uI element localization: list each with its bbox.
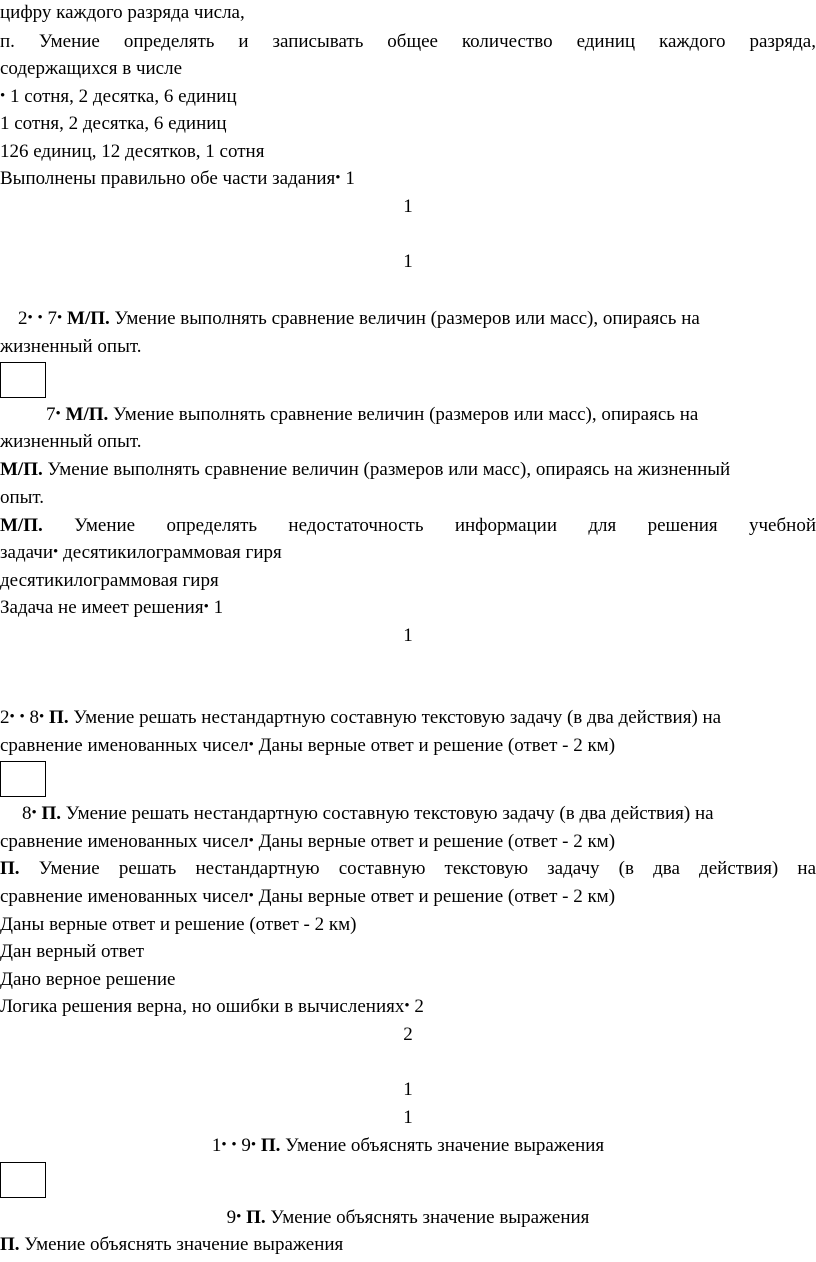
skill-type: П. <box>0 858 20 879</box>
score-line <box>0 625 816 647</box>
text-line <box>0 31 816 53</box>
bullet-icon: • <box>37 310 43 326</box>
bullet-icon: • <box>31 805 37 821</box>
answer-box[interactable] <box>0 362 46 398</box>
text-line <box>0 459 816 481</box>
line-text: сравнение именованных чисел <box>0 735 249 756</box>
bullet-icon: • <box>221 1137 227 1153</box>
text-line <box>0 941 816 963</box>
text-line <box>0 735 816 758</box>
line-text: цифру каждого разряда числа, <box>0 2 245 23</box>
line-text: Умение объяснять значение выражения <box>270 1207 590 1228</box>
bullet-icon: • <box>248 888 254 904</box>
text-line <box>0 886 816 909</box>
skill-type: П. <box>49 707 69 728</box>
line-text: опыт. <box>0 487 45 508</box>
score-line <box>0 196 816 218</box>
task-heading <box>0 707 816 730</box>
line-text: Выполнены правильно обе части задания <box>0 168 336 189</box>
text-line <box>0 141 816 163</box>
text-line <box>0 431 816 453</box>
skill-type: М/П. <box>67 308 110 329</box>
skill-type: П. <box>260 1135 281 1156</box>
task-heading <box>0 803 816 826</box>
score-line <box>0 251 816 273</box>
line-text: Умение выполнять сравнение величин (размеров или масс), опираясь на <box>113 404 699 425</box>
bullet-icon: • <box>0 88 6 104</box>
text-line <box>0 914 816 936</box>
score-line <box>0 1024 816 1046</box>
line-text: Умение решать нестандартную составную текстовую задачу (в два действия) на <box>65 803 714 824</box>
skill-type: М/П. <box>65 404 109 425</box>
text-line <box>0 831 816 854</box>
score: 1 <box>403 251 413 272</box>
text-line <box>0 996 816 1019</box>
bullet-icon: • <box>250 1137 257 1153</box>
bullet-icon: • <box>335 170 341 186</box>
score: 1 <box>403 1079 413 1100</box>
text-line <box>0 515 816 537</box>
text-line <box>0 2 816 24</box>
line-text: содержащихся в числе <box>0 58 183 79</box>
line-text: десятикилограммовая гиря <box>63 542 282 563</box>
skill-type: П. <box>0 1234 20 1255</box>
line-text: Даны верные ответ и решение (ответ - 2 км) <box>258 886 616 907</box>
bullet-icon: • <box>57 310 63 326</box>
score-line <box>0 1107 816 1129</box>
task-heading <box>0 404 816 427</box>
line-text: десятикилограммовая гиря <box>0 570 219 591</box>
score: 2 <box>403 1024 413 1045</box>
task-heading <box>0 1207 816 1230</box>
bullet-icon: • <box>55 406 61 422</box>
line-text: Умение выполнять сравнение величин (размеров или масс), опираясь на <box>114 308 700 329</box>
task-heading <box>0 308 816 331</box>
line-text: жизненный опыт. <box>0 336 142 357</box>
text-line <box>0 86 816 109</box>
bullet-icon: • <box>231 1137 237 1153</box>
line-text: Умение объяснять значение выражения <box>24 1234 344 1255</box>
line-text: Умение определять недостаточность информации для решения учебной <box>74 515 816 536</box>
line-text: сравнение именованных чисел <box>0 831 249 852</box>
line-text: Умение объяснять значение выражения <box>285 1135 605 1156</box>
answer-box[interactable] <box>0 761 46 797</box>
text-line <box>0 570 816 592</box>
score: 1 <box>403 625 413 646</box>
line-text: 1 сотня, 2 десятка, 6 единиц <box>0 113 227 134</box>
score-line <box>0 1079 816 1101</box>
bullet-icon: • <box>203 599 209 615</box>
score: 1 <box>345 168 355 189</box>
task-number: 9 <box>226 1207 237 1228</box>
text-line <box>0 597 816 620</box>
task-number: 8 <box>29 707 40 728</box>
line-text: Дано верное решение <box>0 969 176 990</box>
bullet-icon: • <box>27 310 33 326</box>
bullet-icon: • <box>248 737 254 753</box>
answer-box[interactable] <box>0 1162 46 1198</box>
text-line <box>0 969 816 991</box>
bullet-icon: • <box>19 709 25 725</box>
text-line <box>0 168 816 191</box>
line-text: п. Умение определять и записывать общее количество единиц каждого разряда, <box>0 31 816 52</box>
line-text: 126 единиц, 12 десятков, 1 сотня <box>0 141 265 162</box>
task-number: 7 <box>46 404 56 425</box>
task-number: 2 <box>0 707 10 728</box>
task-heading <box>0 1135 816 1158</box>
line-text: Дан верный ответ <box>0 941 145 962</box>
task-number: 9 <box>241 1135 251 1156</box>
line-text: Умение выполнять сравнение величин (размеров или масс), опираясь на жизненный <box>47 459 731 480</box>
text-line <box>0 336 816 358</box>
text-line <box>0 58 816 80</box>
bullet-icon: • <box>53 544 59 560</box>
bullet-icon: • <box>248 833 254 849</box>
line-text: Умение решать нестандартную составную текстовую задачу (в два действия) на <box>38 858 816 879</box>
task-number: 1 <box>211 1135 222 1156</box>
text-line <box>0 113 816 135</box>
bullet-icon: • <box>404 998 410 1014</box>
score: 1 <box>213 597 224 618</box>
line-text: Даны верные ответ и решение (ответ - 2 км) <box>0 914 357 935</box>
bullet-icon: • <box>9 709 15 725</box>
line-text: 1 сотня, 2 десятка, 6 единиц <box>10 86 237 107</box>
skill-type: М/П. <box>0 459 43 480</box>
line-text: Даны верные ответ и решение (ответ - 2 км) <box>258 735 616 756</box>
text-line <box>0 542 816 565</box>
skill-type: П. <box>41 803 62 824</box>
text-line <box>0 487 816 509</box>
skill-type: П. <box>246 1207 266 1228</box>
line-text: Даны верные ответ и решение (ответ - 2 км) <box>258 831 616 852</box>
bullet-icon: • <box>39 709 45 725</box>
score: 2 <box>414 996 424 1017</box>
line-text: Умение решать нестандартную составную текстовую задачу (в два действия) на <box>73 707 722 728</box>
line-text: сравнение именованных чисел <box>0 886 249 907</box>
skill-type: М/П. <box>0 515 43 536</box>
line-text: Логика решения верна, но ошибки в вычислениях <box>0 996 405 1017</box>
line-text: жизненный опыт. <box>0 431 142 452</box>
text-line <box>0 1234 816 1256</box>
line-text: задачи <box>0 542 54 563</box>
task-number: 8 <box>22 803 32 824</box>
text-line <box>0 858 816 880</box>
task-number: 2 <box>18 308 28 329</box>
bullet-icon: • <box>236 1209 242 1225</box>
task-number: 7 <box>47 308 58 329</box>
score: 1 <box>403 196 413 217</box>
line-text: Задача не имеет решения <box>0 597 204 618</box>
score: 1 <box>403 1107 413 1128</box>
